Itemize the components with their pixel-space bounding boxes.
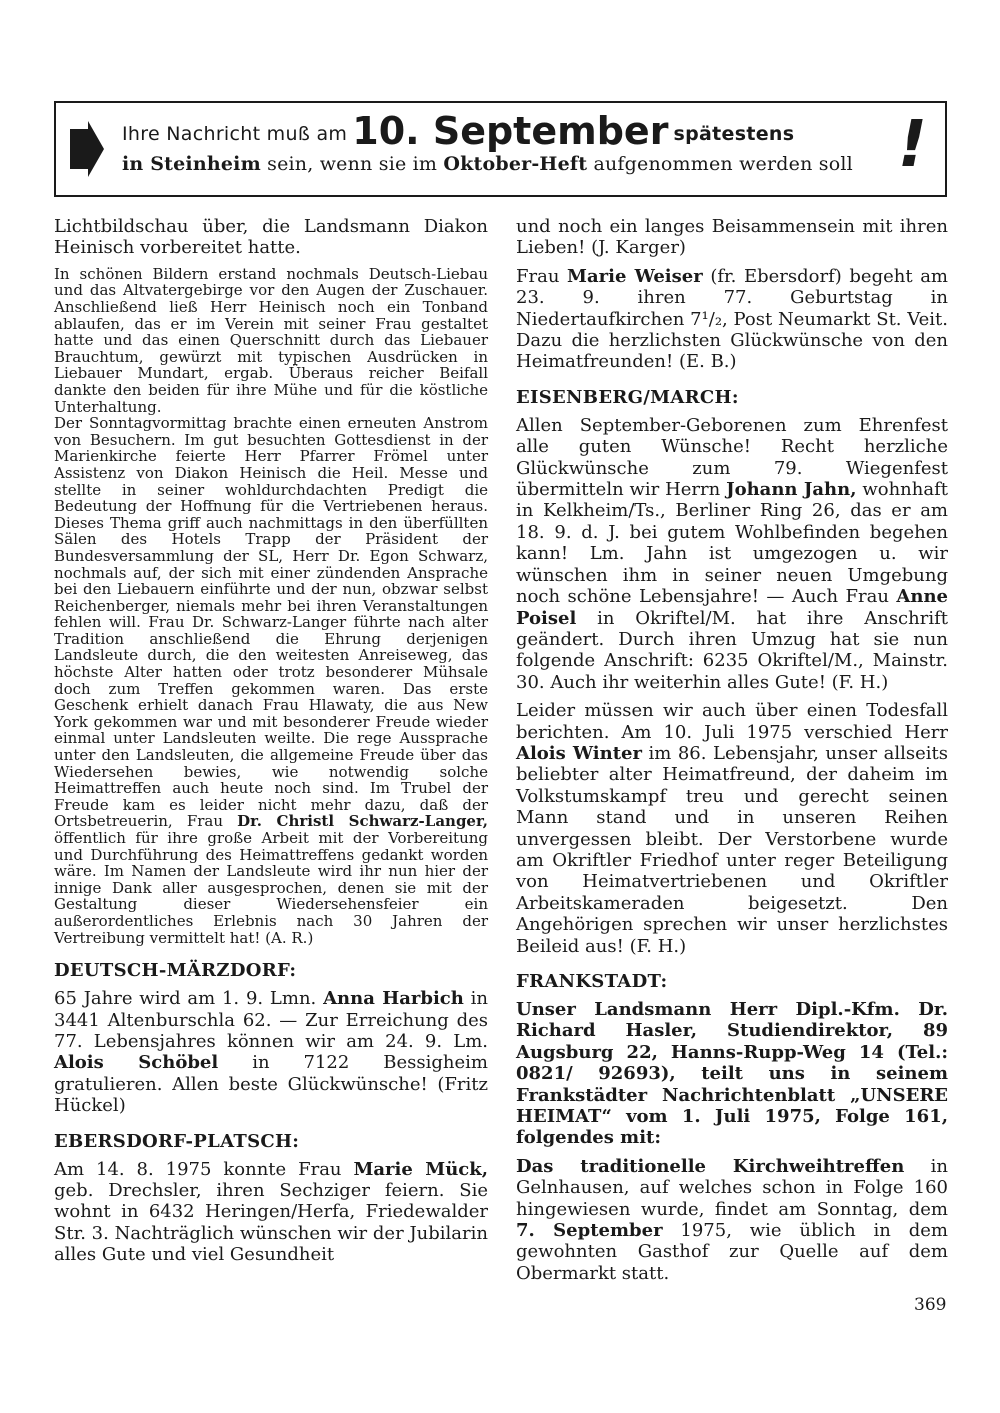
left-paragraph-4: 65 Jahre wird am 1. 9. Lmn. Anna Harbich in 3441 Altenburschla 62. — Zur Erreichung des 77. Lebensjahres können wir am 24. 9. Lm. Alois Schöbel in 7122 Bessigheim gratulieren. Allen beste Glückwünsche! (Fritz Hückel) bbox=[54, 988, 488, 1117]
exclamation-mark: ! bbox=[897, 108, 927, 182]
deadline-notice-box bbox=[54, 101, 947, 197]
right-column bbox=[516, 216, 948, 1291]
page-number: 369 bbox=[914, 1295, 947, 1315]
right-paragraph-6: Das traditionelle Kirchweihtreffen in Gelnhausen, auf welches schon in Folge 160 hingewiesen wurde, findet am Sonntag, dem 7. September 1975, wie üblich in dem gewohnten Gasthof zur Quelle auf dem Obermarkt statt. bbox=[516, 1155, 948, 1284]
person-name: Johann Jahn, bbox=[726, 479, 857, 501]
event-date: 7. September bbox=[516, 1220, 663, 1242]
section-heading-frankstadt: FRANKSTADT: bbox=[516, 971, 668, 992]
person-name: Alois Winter bbox=[516, 742, 642, 764]
person-name: Alois Schöbel bbox=[54, 1052, 219, 1074]
right-paragraph-2: Frau Marie Weiser (fr. Ebersdorf) begeht am 23. 9. ihren 77. Geburtstag in Niedertaufkirchen 7¹/₂, Post Neumarkt St. Veit. Dazu die herzlichsten Glückwünsche von den Heimatfreunden! (E. B.) bbox=[516, 265, 949, 373]
notice-tail: spätestens bbox=[673, 123, 795, 145]
left-paragraph-2: In schönen Bildern erstand nochmals Deutsch-Liebau und das Altvatergebirge vor den Augen der Zuschauer. Anschließend ließ Herr Heinisch noch ein Tonband ablaufen, das er im Verein mit seiner Frau gestaltet hatte und das einen Querschnitt durch das Liebauer Brauchtum, gewürzt mit typischen Ausdrücken in Liebauer Mundart, ergab. Überaus reicher Beifall dankte den beiden für ihre Mühe und für die köstliche Unterhaltung. bbox=[54, 264, 488, 416]
right-arrow-icon bbox=[68, 121, 104, 177]
person-name: Marie Weiser bbox=[567, 265, 703, 287]
right-paragraph-3: Allen September-Geborenen zum Ehrenfest alle guten Wünsche! Recht herzliche Glückwünsche zum 79. Wiegenfest übermitteln wir Herrn Johann Jahn, wohnhaft in Kelkheim/Ts., Berliner Ring 26, das er am 18. 9. d. J. bei gutem Wohlbefinden begehen kann! Lm. Jahn ist umgezogen u. wir wünschen ihm in seiner neuen Umgebung noch schöne Lebensjahre! — Auch Frau Anne Poisel in Okriftel/M. hat ihre Anschrift geändert. Durch ihren Umzug hat sie nun folgende Anschrift: 6235 Okriftel/M., Mainstr. 30. Auch ihr weiterhin alles Gute! (F. H.) bbox=[516, 414, 948, 693]
right-paragraph-1: und noch ein langes Beisammensein mit ihren Lieben! (J. Karger) bbox=[516, 216, 948, 259]
notice-issue: Oktober-Heft bbox=[443, 153, 588, 175]
left-column bbox=[54, 216, 488, 1273]
person-name: Anne Poisel bbox=[516, 586, 948, 629]
notice-text-end: aufgenommen werden soll bbox=[587, 153, 853, 175]
notice-lead: Ihre Nachricht muß am bbox=[122, 123, 348, 145]
section-heading-deutsch-maerzdorf: DEUTSCH-MÄRZDORF: bbox=[54, 960, 297, 982]
notice-date: 10. September bbox=[352, 109, 669, 153]
left-paragraph-3: Der Sonntagvormittag brachte einen erneuten Anstrom von Besuchern. Im gut besuchten Gottesdienst in der Marienkirche feierte Herr Pfarrer Frömel unter Assistenz von Diakon Heinisch die Heil. Messe und stellte in seiner wohldurchdachten Predigt die Bedeutung der Hoffnung für die Vertriebenen heraus. Dieses Thema griff auch nachmittags in den überfüllten Sälen des Hotels Trapp der Präsident der Bundesversammlung der SL, Herr Dr. Egon Schwarz, nochmals auf, der sich mit einer zündenden Ansprache bei den Liebauern einführte und der nun, obzwar selbst Reichenberger, niemals mehr bei ihren Veranstaltungen fehlen will. Frau Dr. Schwarz-Langer führte nach alter Tradition anschließend die Ehrung derjenigen Landsleute durch, die den weitesten Anreiseweg, das höchste Alter hatten oder trotz besonderer Mühsale doch zum Treffen gekommen waren. Das erste Geschenk erhielt danach Frau Hlawaty, die aus New York gekommen war und mit besonderer Freude wieder einmal unter Landsleuten weilte. Die rege Aussprache unter den Landsleuten, die allgemeine Freude über das Wiedersehen bewies, wie notwendig solche Heimattreffen auch heute noch sind. Im Trubel der Freude kam es leider nicht mehr dazu, daß der Ortsbetreuerin, Frau Dr. Christl Schwarz-Langer, öffentlich für ihre große Arbeit mit der Vorbereitung und Durchführung des Heimattreffens gedankt worden wäre. Im Namen der Landsleute wird ihr nun hier der innige Dank aller ausgesprochen, denen sie mit der Gestaltung dieser Wiedersehensfeier ein außerordentliches Erlebnis nach 30 Jahren der Vertreibung vermittelt hat! (A. R.) bbox=[54, 414, 489, 947]
notice-location: in Steinheim bbox=[122, 153, 261, 175]
notice-text: sein, wenn sie im bbox=[260, 153, 444, 175]
person-name: Marie Mück, bbox=[353, 1158, 488, 1180]
person-name: Dr. Christl Schwarz-Langer, bbox=[237, 812, 489, 831]
person-name: Anna Harbich bbox=[323, 988, 464, 1010]
notice-line-2 bbox=[122, 153, 853, 175]
right-paragraph-4: Leider müssen wir auch über einen Todesfall berichten. Am 10. Juli 1975 verschied Herr Alois Winter im 86. Lebensjahr, unser allseits beliebter alter Heimatfreund, der daheim im Volkstumskampf treu und gerecht seinen Mann stand und in unseren Reihen unvergessen bleibt. Der Verstorbene wurde am Okriftler Friedhof unter reger Beteiligung von Heimatvertriebenen und Okriftler Arbeitskameraden beigesetzt. Den Angehörigen sprechen wir unser herzlichstes Beileid aus! (F. H.) bbox=[516, 700, 949, 957]
notice-line-1 bbox=[122, 109, 794, 153]
left-paragraph-5: Am 14. 8. 1975 konnte Frau Marie Mück, geb. Drechsler, ihren Sechziger feiern. Sie wohnt in 6432 Heringen/Herfa, Friedewalder Str. 3. Nachträglich wünschen wir der Jubilarin alles Gute und viel Gesundheit bbox=[54, 1158, 488, 1266]
event-name: Das traditionelle Kirchweihtreffen bbox=[516, 1155, 905, 1177]
right-paragraph-5: Unser Landsmann Herr Dipl.-Kfm. Dr. Richard Hasler, Studiendirektor, 89 Augsburg 22, Hanns-Rupp-Weg 14 (Tel.: 0821/ 92693), teilt uns in seinem Frankstädter Nachrichtenblatt „UNSERE HEIMAT“ vom 1. Juli 1975, Folge 161, folgendes mit: bbox=[516, 999, 948, 1149]
left-paragraph-1: Lichtbildschau über, die Landsmann Diakon Heinisch vorbereitet hatte. bbox=[54, 216, 488, 259]
section-heading-eisenberg-march: EISENBERG/MARCH: bbox=[516, 386, 739, 408]
section-heading-ebersdorf-platsch: EBERSDORF-PLATSCH: bbox=[54, 1130, 300, 1152]
